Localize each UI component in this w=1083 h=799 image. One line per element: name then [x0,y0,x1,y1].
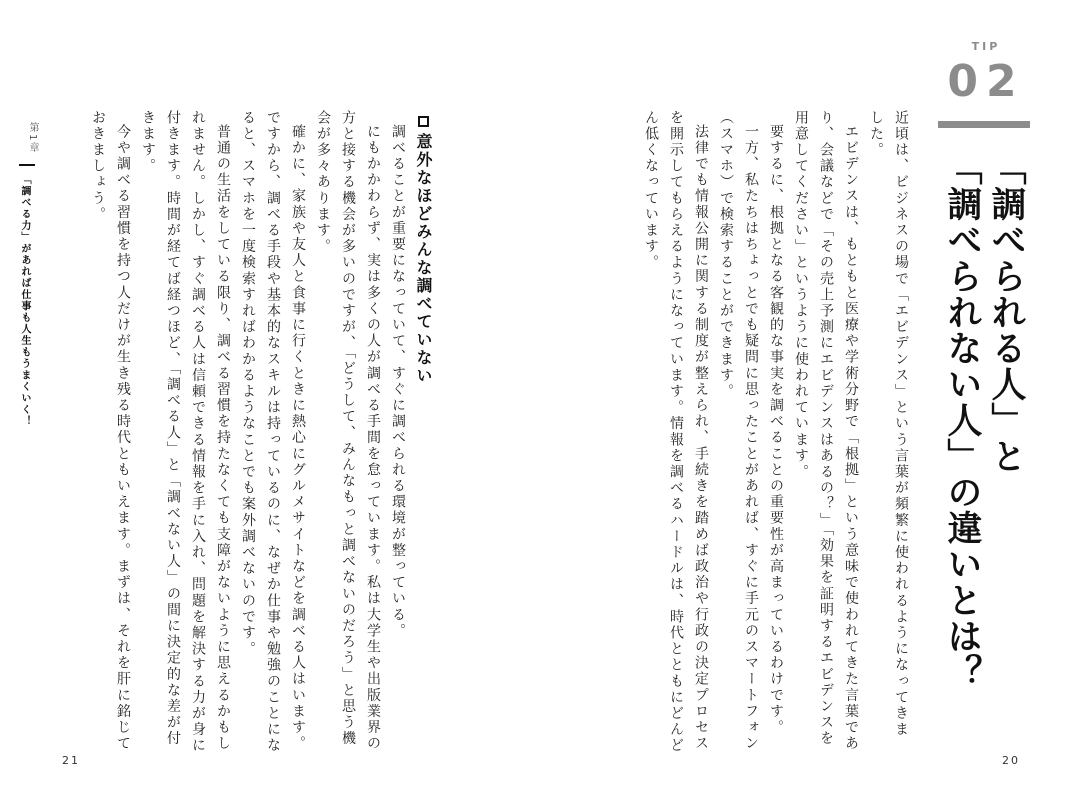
left-body-col-5: 確かに、家族や友人と食事に行くときに熱心にグルメサイトなどを調べる人はいます。 [290,124,306,752]
left-body-col-6: ですから、調べる手段や基本的なスキルは持っているのに、なぜか仕事や勉強のことにな [265,110,281,754]
right-body-col-7: 一方、私たちはちょっとでも疑問に思ったことがあれば、すぐに手元のスマートフォン [743,124,759,752]
left-body-col-1: 調べることが重要になっていて、すぐに調べられる環境が整っている。 [390,124,406,640]
section-heading [411,116,435,385]
page-number-left: 21 [62,754,80,767]
left-body-col-8: 普通の生活をしている限り、調べる習慣を持たなくても支障がないように思えるかもし [215,124,231,752]
left-body-col-9: れません。しかし、すぐ調べる人は信頼できる情報を手に入れ、問題を解決する力が身に [190,110,206,754]
right-body-col-6: 要するに、根拠となる客観的な事実を調べることの重要性が高まっているわけです。 [768,124,784,736]
left-body-col-13: おきましょう。 [90,110,106,223]
right-body-col-11: ん低くなっています。 [643,110,659,271]
title-line-1: 「調べられる人」と [986,150,1026,474]
left-body-col-2: にもかかわらず、実は多くの人が調べる手間を怠っています。私は大学生や出版業界の [365,124,381,752]
left-body-col-7: ると、スマホを一度検索すればわかるようなことでも案外調べないのです。 [240,110,256,658]
tip-label: TIP [971,40,1001,53]
right-body-col-5: 用意してください」というように使われています。 [793,110,809,481]
right-body-col-10: を開示してもらえるようになっています。情報を調べるハードルは、時代とともにどんど [668,110,684,754]
right-body-col-3: エビデンスは、もともと医療や学術分野で「根拠」という意味で使われてきた言葉であ [843,124,859,752]
left-body-col-4: 会が多々あります。 [315,110,331,255]
left-body-col-3: 方と接する機会が多いのですが、「どうして、みんなもっと調べないのだろう」と思う機 [340,110,356,747]
left-body-col-10: 付きます。時間が経てば経つほど、「調べる人」と「調べない人」の間に決定的な差が付 [165,110,181,747]
right-body-col-2: した。 [868,110,884,159]
left-body-col-11: きます。 [140,110,156,175]
left-body-col-12: 今や調べる習慣を持つ人だけが生き残る時代ともいえます。まずは、それを肝に銘じて [115,124,131,752]
square-bullet-icon [418,116,429,127]
title-line-2: 「調べられない人」の違いとは？ [942,150,982,690]
page-number-right: 20 [1002,754,1020,767]
running-book-title: 「調べる力」があれば仕事も人生もうまくいく！ [19,174,30,427]
tip-number: 02 [947,56,1025,107]
running-header-rule [19,164,35,166]
right-body-col-8: （スマホ）で検索することができます。 [718,110,734,400]
right-body-col-9: 法律でも情報公開に関する制度が整えられ、手続きを踏めば政治や行政の決定プロセス [693,124,709,752]
section-heading-text: 意外なほどみんな調べていない [414,133,433,385]
tip-divider-bar [938,121,1030,128]
right-body-col-4: り、会議などで「その売上予測にエビデンスはあるの？」「効果を証明するエビデンスを [818,110,834,747]
running-chapter-label: 第1章 [27,122,38,155]
right-body-col-1: 近頃は、ビジネスの場で「エビデンス」という言葉が頻繁に使われるようになってきま [893,110,909,738]
